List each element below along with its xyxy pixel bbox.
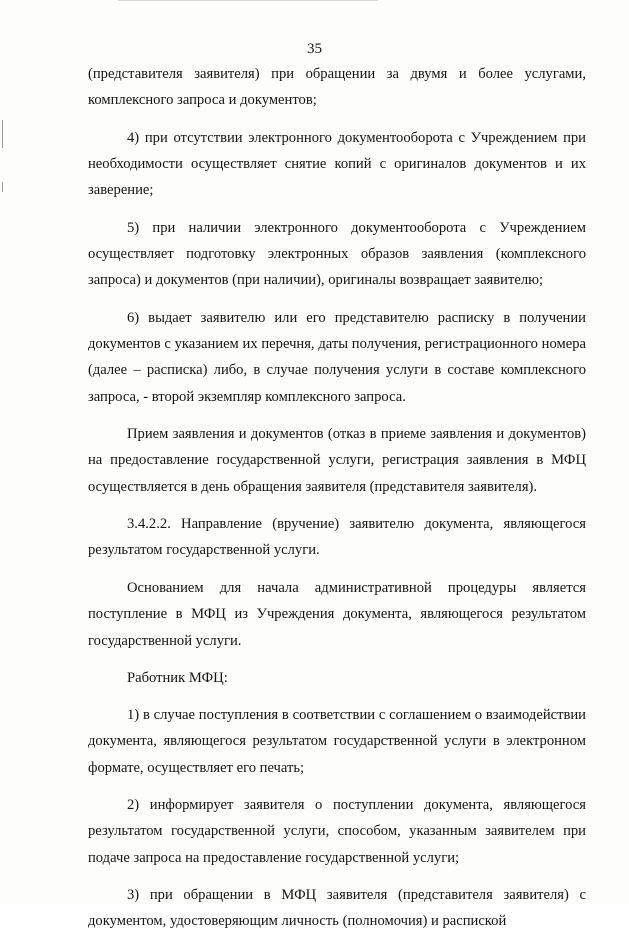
paragraph: 4) при отсутствии электронного документооборота с Учреждением при необходимости осуществляет снятие копий с оригиналов документов и их заверение; bbox=[88, 129, 586, 199]
paragraph: 6) выдает заявителю или его представителю расписку в получении документов с указанием их перечня, даты получения, регистрационного номера (далее – расписка) либо, в случае получения услуги в составе комплексного запроса, - второй экземпляр комплексного запроса. bbox=[88, 309, 586, 405]
paragraph: Прием заявления и документов (отказ в приеме заявления и документов) на предоставление государственной услуги, регистрация заявления в МФЦ осуществляется в день обращения заявителя (представителя заявителя). bbox=[88, 426, 586, 495]
paragraph: Работник МФЦ: bbox=[127, 669, 228, 686]
paragraph: 3) при обращении в МФЦ заявителя (представителя заявителя) с документом, удостоверяющим личность (полномочия) и распиской bbox=[88, 886, 586, 930]
paragraph: (представителя заявителя) при обращении за двумя и более услугами, комплексного запроса и документов; bbox=[88, 66, 586, 109]
paragraph: 5) при наличии электронного документооборота с Учреждением осуществляет подготовку электронных образов заявления (комплексного запроса) и документов (при наличии), оригиналы возвращает заявителю; bbox=[88, 219, 586, 289]
body-text bbox=[88, 61, 586, 946]
paragraph: 2) информирует заявителя о поступлении документа, являющегося результатом государственной услуги, способом, указанным заявителем при подаче запроса на предоставление государственной услуги; bbox=[88, 796, 586, 866]
paragraph: Основанием для начала административной процедуры является поступление в МФЦ из Учреждения документа, являющегося результатом государственной услуги. bbox=[88, 579, 586, 649]
scan-margin-mark bbox=[2, 182, 3, 192]
scan-margin-mark bbox=[2, 120, 3, 148]
paragraph: 1) в случае поступления в соответствии с соглашением о взаимодействии документа, являющегося результатом государственной услуги в электронном формате, осуществляет его печать; bbox=[88, 706, 586, 776]
paragraph: 3.4.2.2. Направление (вручение) заявителю документа, являющегося результатом государственной услуги. bbox=[88, 516, 586, 559]
scan-edge-line bbox=[118, 0, 378, 1]
page-number: 35 bbox=[307, 41, 322, 57]
